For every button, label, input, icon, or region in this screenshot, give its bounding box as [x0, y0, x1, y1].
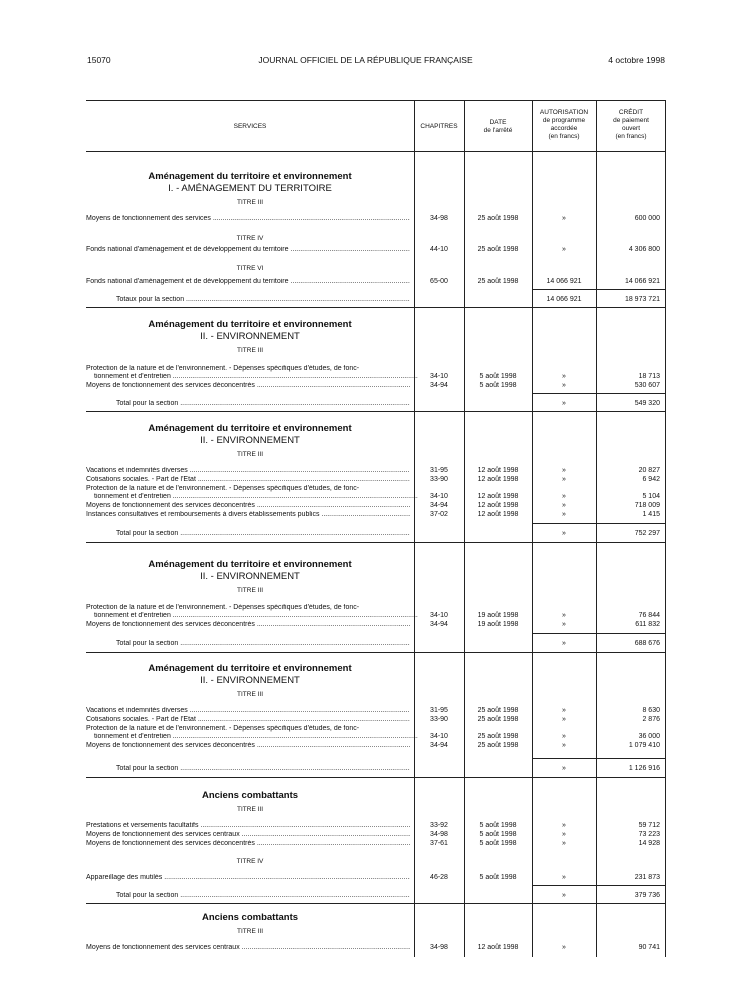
row-chapitre: 34-94 — [430, 742, 448, 749]
header-line: de programme — [542, 117, 586, 124]
row-credit: 1 079 410 — [628, 742, 660, 749]
row-label: Moyens de fonctionnement des services déconcentrés ..... — [86, 742, 410, 751]
section-heading — [86, 423, 414, 460]
row-credit: 379 736 — [634, 892, 660, 899]
row-autorisation: » — [562, 733, 566, 740]
section-subtitle: II. - ENVIRONNEMENT — [200, 435, 300, 446]
ministry-title: Aménagement du territoire et environnement — [148, 423, 352, 434]
row-chapitre: 33-90 — [430, 716, 448, 723]
ministry-title: Aménagement du territoire et environnement — [148, 319, 352, 330]
row-date: 19 août 1998 — [477, 621, 519, 628]
section-rule — [86, 542, 666, 543]
row-date: 5 août 1998 — [479, 373, 517, 380]
row-label: Instances consultatives et remboursements à divers établissements publics ..... — [86, 511, 410, 520]
titre-label: TITRE III — [237, 587, 263, 594]
row-autorisation: » — [562, 400, 566, 407]
section-rule — [86, 411, 666, 412]
row-label: Total pour la section ..... — [86, 530, 410, 539]
table-border — [665, 101, 666, 957]
row-label: Total pour la section ..... — [86, 892, 410, 901]
titre-label: TITRE III — [237, 199, 263, 206]
row-autorisation: » — [562, 742, 566, 749]
row-label: Cotisations sociales. - Part de l'Etat ..... — [86, 476, 410, 485]
row-label: Moyens de fonctionnement des services ..... — [86, 215, 410, 224]
row-credit: 76 844 — [638, 612, 660, 619]
row-credit: 8 630 — [642, 707, 660, 714]
row-chapitre: 34-10 — [430, 493, 448, 500]
row-label: Fonds national d'aménagement et de développement du territoire ..... — [86, 278, 410, 287]
header-line: DATE — [489, 119, 507, 126]
total-rule — [532, 393, 666, 394]
row-date: 25 août 1998 — [477, 742, 519, 749]
page-number: 15070 — [87, 55, 111, 65]
total-rule — [532, 885, 666, 886]
row-credit: 18 973 721 — [624, 296, 660, 303]
header-line: de l'arrêté — [483, 127, 513, 134]
row-autorisation: » — [562, 530, 566, 537]
row-chapitre: 46-28 — [430, 874, 448, 881]
section-subtitle: II. - ENVIRONNEMENT — [200, 571, 300, 582]
row-date: 25 août 1998 — [477, 246, 519, 253]
journal-title: JOURNAL OFFICIEL DE LA RÉPUBLIQUE FRANÇAISE — [258, 55, 473, 65]
section-heading — [86, 663, 414, 700]
row-autorisation: » — [562, 831, 566, 838]
row-date: 12 août 1998 — [477, 476, 519, 483]
row-credit: 20 827 — [638, 467, 660, 474]
row-label-continued: tionnement et d'entretien ..... — [86, 373, 418, 382]
row-chapitre: 37-02 — [430, 511, 448, 518]
row-label: Moyens de fonctionnement des services déconcentrés ..... — [86, 502, 410, 511]
row-credit: 73 223 — [638, 831, 660, 838]
row-autorisation: » — [562, 944, 566, 951]
section-heading — [86, 231, 414, 244]
section-subtitle: II. - ENVIRONNEMENT — [200, 675, 300, 686]
row-chapitre: 34-94 — [430, 621, 448, 628]
total-rule — [532, 523, 666, 524]
header-line: (en francs) — [615, 133, 647, 140]
row-credit: 18 713 — [638, 373, 660, 380]
row-date: 12 août 1998 — [477, 511, 519, 518]
row-autorisation: 14 066 921 — [546, 278, 582, 285]
row-credit: 611 832 — [635, 621, 660, 628]
row-autorisation: 14 066 921 — [546, 296, 582, 303]
row-label: Totaux pour la section ..... — [86, 296, 410, 305]
row-chapitre: 33-92 — [430, 822, 448, 829]
row-label: Total pour la section ..... — [86, 765, 410, 774]
section-rule — [86, 903, 666, 904]
row-label-continued: tionnement et d'entretien ..... — [86, 733, 418, 742]
row-date: 5 août 1998 — [479, 382, 517, 389]
row-autorisation: » — [562, 476, 566, 483]
row-label: Moyens de fonctionnement des services centraux ..... — [86, 944, 410, 953]
row-label: Protection de la nature et de l'environnement. - Dépenses spécifiques d'études, de fonc- — [86, 725, 360, 732]
row-date: 25 août 1998 — [477, 278, 519, 285]
row-autorisation: » — [562, 246, 566, 253]
row-credit: 36 000 — [638, 733, 660, 740]
ministry-title: Aménagement du territoire et environnement — [148, 171, 352, 182]
row-chapitre: 31-95 — [430, 707, 448, 714]
row-autorisation: » — [562, 716, 566, 723]
row-autorisation: » — [562, 822, 566, 829]
row-date: 5 août 1998 — [479, 840, 517, 847]
total-rule — [532, 633, 666, 634]
row-label: Moyens de fonctionnement des services déconcentrés ..... — [86, 840, 410, 849]
titre-label: TITRE III — [237, 347, 263, 354]
row-credit: 6 942 — [642, 476, 660, 483]
row-date: 5 août 1998 — [479, 874, 517, 881]
titre-label: TITRE IV — [236, 235, 264, 242]
row-credit: 90 741 — [638, 944, 660, 951]
header-line: (en francs) — [548, 133, 580, 140]
section-subtitle: I. - AMÉNAGEMENT DU TERRITOIRE — [168, 183, 332, 194]
row-chapitre: 34-94 — [430, 382, 448, 389]
row-date: 25 août 1998 — [477, 733, 519, 740]
section-heading — [86, 559, 414, 596]
column-header-date — [464, 119, 532, 135]
row-chapitre: 34-98 — [430, 831, 448, 838]
header-line: CRÉDIT — [618, 109, 644, 116]
total-rule — [532, 758, 666, 759]
titre-label: TITRE IV — [236, 858, 264, 865]
ministry-title: Aménagement du territoire et environnement — [148, 663, 352, 674]
row-credit: 688 676 — [634, 640, 660, 647]
row-chapitre: 33-90 — [430, 476, 448, 483]
row-autorisation: » — [562, 707, 566, 714]
row-autorisation: » — [562, 840, 566, 847]
ministry-title: Anciens combattants — [201, 790, 299, 801]
row-autorisation: » — [562, 215, 566, 222]
row-chapitre: 65-00 — [430, 278, 448, 285]
row-credit: 718 009 — [634, 502, 660, 509]
section-heading — [86, 319, 414, 356]
row-credit: 4 306 800 — [628, 246, 660, 253]
row-credit: 5 104 — [642, 493, 660, 500]
row-date: 25 août 1998 — [477, 716, 519, 723]
row-credit: 14 066 921 — [624, 278, 660, 285]
row-date: 25 août 1998 — [477, 215, 519, 222]
header-line: de paiement — [613, 117, 649, 124]
row-autorisation: » — [562, 621, 566, 628]
section-heading — [86, 171, 414, 208]
section-subtitle: II. - ENVIRONNEMENT — [200, 331, 300, 342]
row-autorisation: » — [562, 511, 566, 518]
row-date: 12 août 1998 — [477, 493, 519, 500]
ministry-title: Anciens combattants — [201, 912, 299, 923]
row-chapitre: 34-10 — [430, 373, 448, 380]
row-date: 12 août 1998 — [477, 467, 519, 474]
section-heading — [86, 912, 414, 937]
row-label-continued: tionnement et d'entretien ..... — [86, 612, 418, 621]
row-chapitre: 34-98 — [430, 944, 448, 951]
column-header-autorisation — [532, 109, 596, 141]
row-label: Vacations et indemnités diverses ..... — [86, 467, 410, 476]
row-chapitre: 34-94 — [430, 502, 448, 509]
row-credit: 14 928 — [638, 840, 660, 847]
section-heading — [86, 790, 414, 815]
row-autorisation: » — [562, 373, 566, 380]
row-date: 19 août 1998 — [477, 612, 519, 619]
row-label: Total pour la section ..... — [86, 400, 410, 409]
credits-table — [86, 100, 666, 957]
row-autorisation: » — [562, 874, 566, 881]
titre-label: TITRE III — [237, 928, 263, 935]
issue-date: 4 octobre 1998 — [608, 55, 665, 65]
row-chapitre: 34-10 — [430, 612, 448, 619]
row-chapitre: 34-98 — [430, 215, 448, 222]
row-label: Protection de la nature et de l'environnement. - Dépenses spécifiques d'études, de fonc- — [86, 485, 360, 492]
header-line: accordée — [550, 125, 578, 132]
header-line: AUTORISATION — [539, 109, 589, 116]
row-chapitre: 34-10 — [430, 733, 448, 740]
total-rule — [532, 289, 666, 290]
row-date: 5 août 1998 — [479, 831, 517, 838]
row-credit: 549 320 — [634, 400, 660, 407]
row-credit: 59 712 — [638, 822, 660, 829]
row-credit: 1 126 916 — [628, 765, 660, 772]
row-autorisation: » — [562, 640, 566, 647]
row-autorisation: » — [562, 382, 566, 389]
section-rule — [86, 307, 666, 308]
row-autorisation: » — [562, 467, 566, 474]
column-header-credit — [596, 109, 666, 141]
row-credit: 530 607 — [634, 382, 660, 389]
row-autorisation: » — [562, 765, 566, 772]
ministry-title: Aménagement du territoire et environnement — [148, 559, 352, 570]
row-date: 12 août 1998 — [477, 502, 519, 509]
row-label: Fonds national d'aménagement et de développement du territoire ..... — [86, 246, 410, 255]
header-rule — [86, 151, 666, 152]
row-credit: 1 415 — [642, 511, 660, 518]
row-label: Vacations et indemnités diverses ..... — [86, 707, 410, 716]
section-heading — [86, 261, 414, 274]
row-label: Prestations et versements facultatifs ..... — [86, 822, 410, 831]
row-label: Appareillage des mutilés ..... — [86, 874, 410, 883]
section-rule — [86, 652, 666, 653]
row-chapitre: 37-61 — [430, 840, 448, 847]
row-credit: 752 297 — [634, 530, 660, 537]
row-date: 12 août 1998 — [477, 944, 519, 951]
row-label-continued: tionnement et d'entretien ..... — [86, 493, 418, 502]
row-label: Moyens de fonctionnement des services déconcentrés ..... — [86, 621, 410, 630]
row-label: Moyens de fonctionnement des services centraux ..... — [86, 831, 410, 840]
titre-label: TITRE III — [237, 691, 263, 698]
titre-label: TITRE VI — [236, 265, 264, 272]
row-label: Total pour la section ..... — [86, 640, 410, 649]
row-credit: 231 873 — [634, 874, 660, 881]
titre-label: TITRE III — [237, 451, 263, 458]
row-label: Moyens de fonctionnement des services déconcentrés ..... — [86, 382, 410, 391]
row-autorisation: » — [562, 493, 566, 500]
header-line: ouvert — [621, 125, 641, 132]
row-credit: 600 000 — [634, 215, 660, 222]
section-heading — [86, 854, 414, 867]
row-date: 25 août 1998 — [477, 707, 519, 714]
row-label: Protection de la nature et de l'environnement. - Dépenses spécifiques d'études, de fonc- — [86, 365, 360, 372]
row-date: 5 août 1998 — [479, 822, 517, 829]
column-header-services: SERVICES — [233, 123, 267, 130]
column-header-chapitres: CHAPITRES — [420, 123, 458, 130]
row-credit: 2 876 — [642, 716, 660, 723]
section-rule — [86, 777, 666, 778]
titre-label: TITRE III — [237, 806, 263, 813]
row-autorisation: » — [562, 892, 566, 899]
row-label: Cotisations sociales. - Part de l'Etat ..... — [86, 716, 410, 725]
row-label: Protection de la nature et de l'environnement. - Dépenses spécifiques d'études, de fonc- — [86, 604, 360, 611]
row-chapitre: 44-10 — [430, 246, 448, 253]
row-autorisation: » — [562, 502, 566, 509]
row-chapitre: 31-95 — [430, 467, 448, 474]
row-autorisation: » — [562, 612, 566, 619]
